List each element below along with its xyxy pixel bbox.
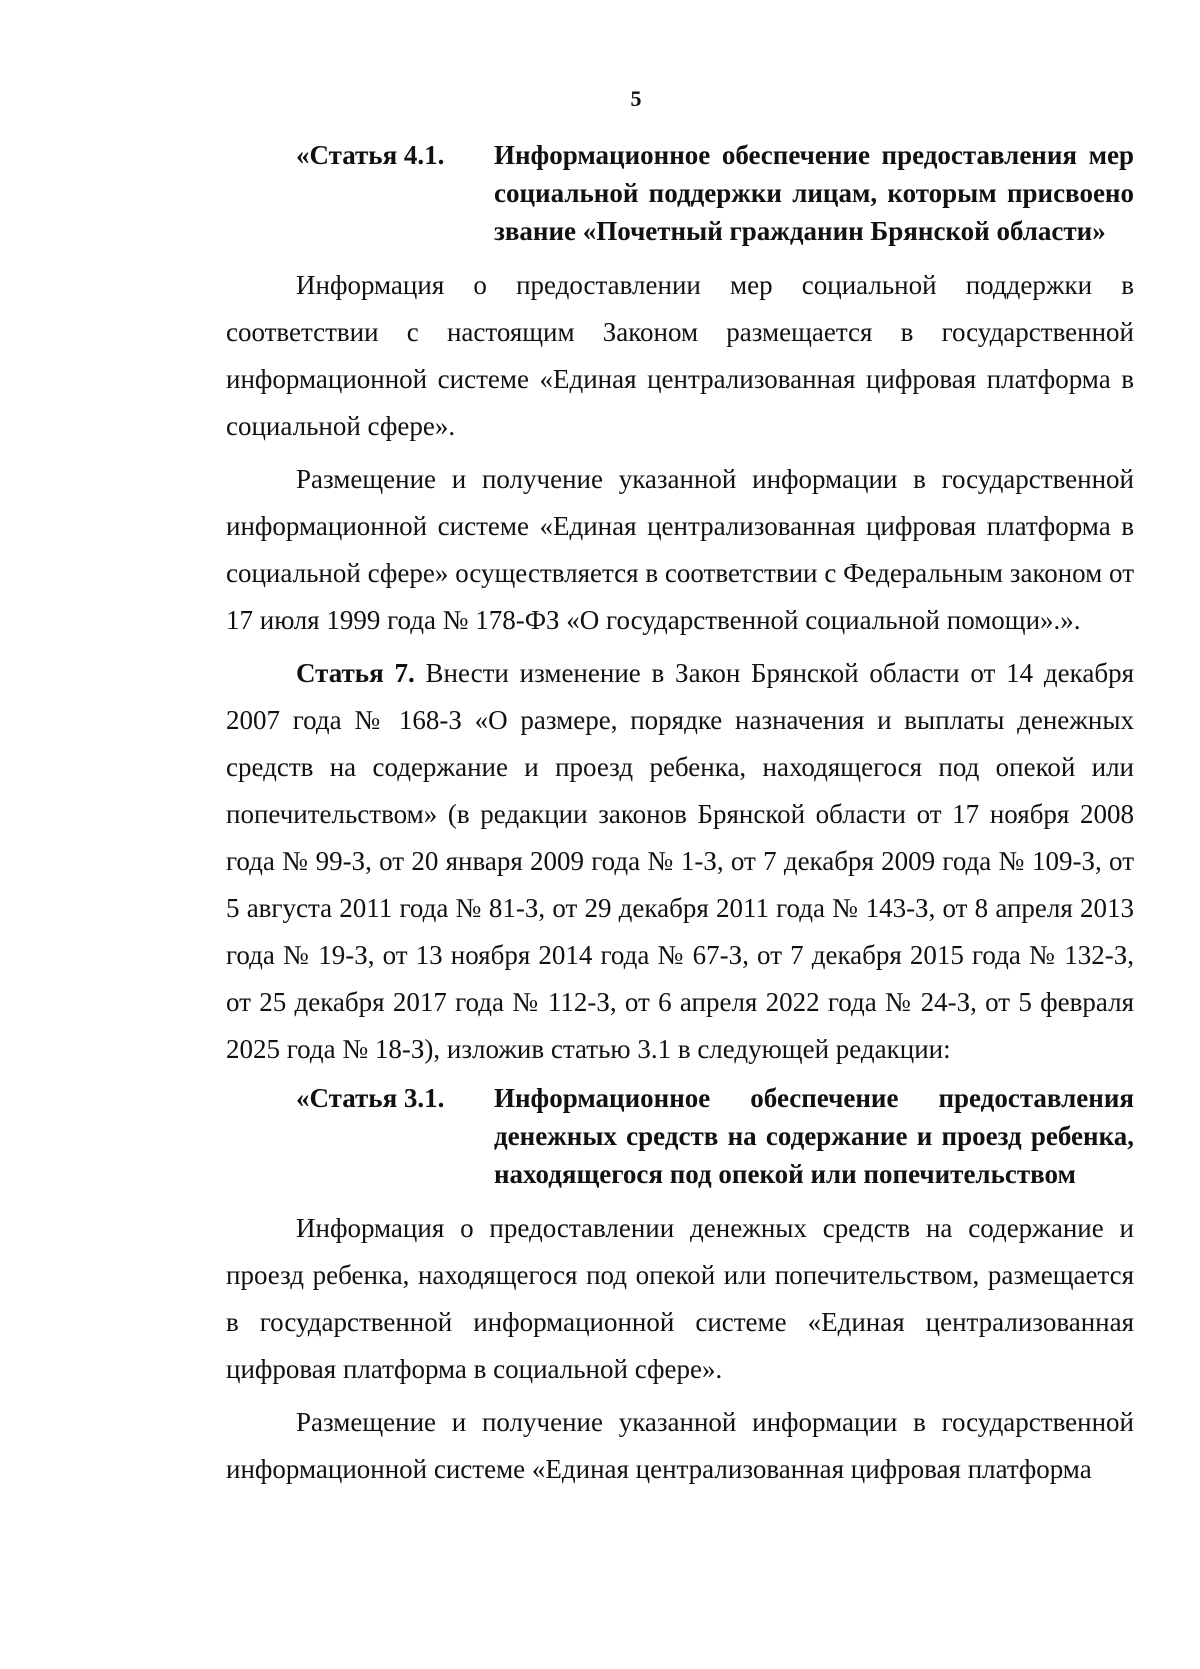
article-7-paragraph — [226, 650, 1134, 1073]
paragraph: Размещение и получение указанной информации в государственной информационной системе «Единая централизованная цифровая платформа — [226, 1407, 1134, 1484]
article-title: Информационное обеспечение предоставления мер социальной поддержки лицам, которым присвоено звание «Почетный гражданин Брянской области» — [494, 140, 1134, 246]
article-7-text: Внести изменение в Закон Брянской области от 14 декабря 2007 года № 168-З «О размере, порядке назначения и выплаты денежных средств на содержание и проезд ребенка, находящегося под опекой или попечительством» (в редакции законов Брянской области от 17 ноября 2008 года № 99-З, от 20 января 2009 года № 1-З, от 7 декабря 2009 года № 109-З, от 5 августа 2011 года № 81-З, от 29 декабря 2011 года № 143-З, от 8 апреля 2013 года № 19-З, от 13 ноября 2014 года № 67-З, от 7 декабря 2015 года № 132-З, от 25 декабря 2017 года № 112-З, от 6 апреля 2022 года № 24-З, от 5 февраля 2025 года № 18-З), изложив статью 3.1 в следующей редакции: — [226, 658, 1134, 1064]
article-7-lead: Статья 7. — [296, 658, 415, 688]
paragraph: Информация о предоставлении денежных средств на содержание и проезд ребенка, находящегося под опекой или попечительством, размещается в государственной информационной системе «Единая централизованная цифровая платформа в социальной сфере». — [226, 1213, 1134, 1384]
paragraph: Размещение и получение указанной информации в государственной информационной системе «Единая централизованная цифровая платформа в социальной сфере» осуществляется в соответствии с Федеральным законом от 17 июля 1999 года № 178-ФЗ «О государственной социальной помощи».». — [226, 464, 1134, 635]
article-title: Информационное обеспечение предоставления денежных средств на содержание и проезд ребенка, находящегося под опекой или попечительством — [494, 1083, 1134, 1189]
paragraph: Информация о предоставлении мер социальной поддержки в соответствии с настоящим Законом размещается в государственной информационной системе «Единая централизованная цифровая платформа в социальной сфере». — [226, 270, 1134, 441]
document-body — [226, 136, 1134, 1493]
article-heading-3-1 — [226, 1079, 1134, 1193]
article-number: «Статья 3.1. — [296, 1083, 445, 1113]
article-number: «Статья 4.1. — [296, 140, 445, 170]
page-number: 5 — [630, 86, 642, 111]
article-heading-4-1 — [226, 136, 1134, 250]
